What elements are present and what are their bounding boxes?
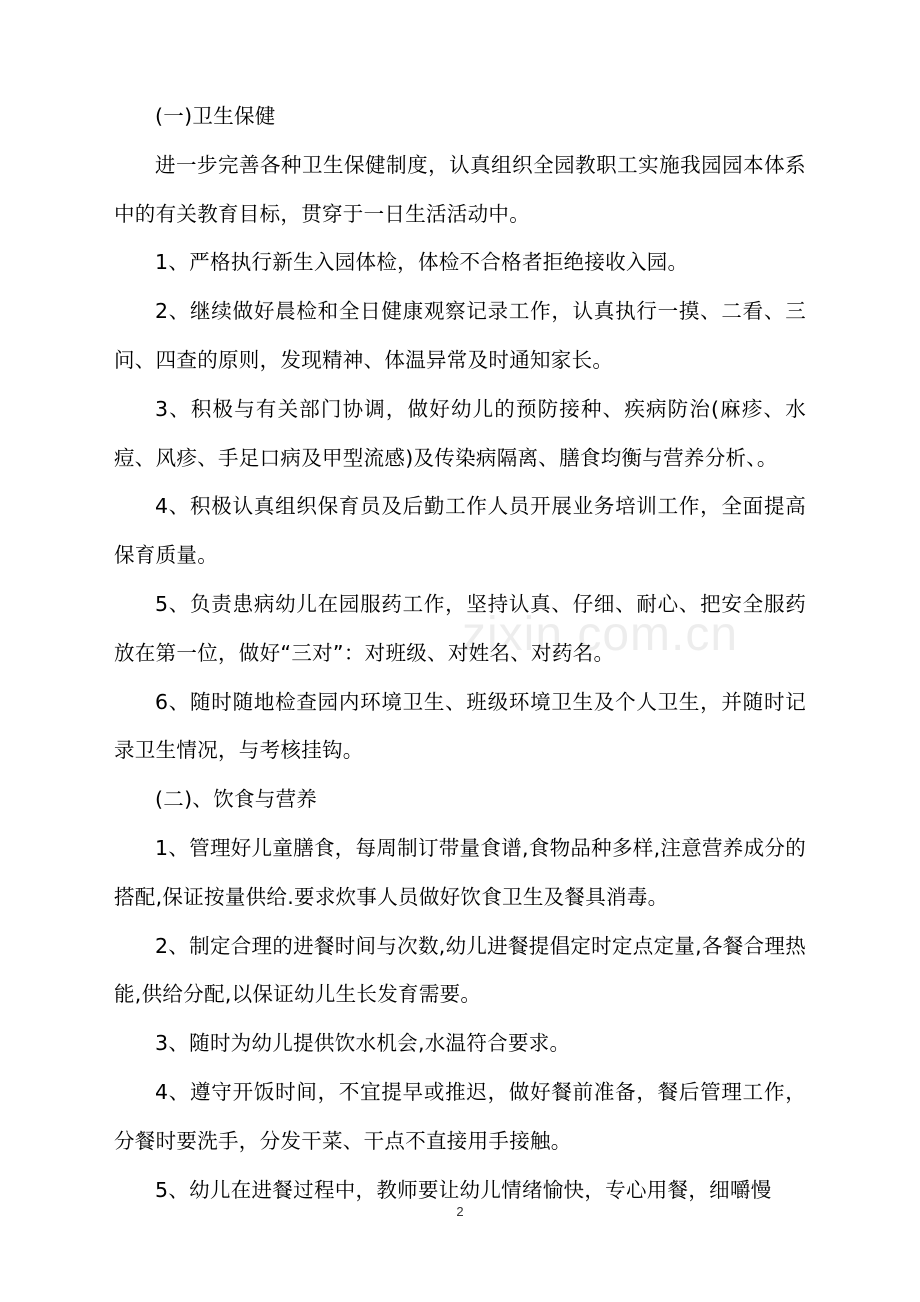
list-item: 3、随时为幼儿提供饮水机会,水温符合要求。 <box>155 1031 571 1056</box>
page-number: 2 <box>456 1204 464 1219</box>
list-item: 4、积极认真组织保育员及后勤工作人员开展业务培训工作，全面提高保育质量。 <box>114 494 806 568</box>
list-item: 6、随时随地检查园内环境卫生、班级环境卫生及个人卫生，并随时记录卫生情况，与考核挂钩。 <box>114 689 806 763</box>
list-item: 5、幼儿在进餐过程中，教师要让幼儿情绪愉快，专心用餐，细嚼慢 <box>155 1177 772 1202</box>
list-item: 4、遵守开饭时间，不宜提早或推迟，做好餐前准备，餐后管理工作，分餐时要洗手，分发干菜、干点不直接用手接触。 <box>114 1079 806 1153</box>
list-item: 5、负责患病幼儿在园服药工作，坚持认真、仔细、耐心、把安全服药放在第一位，做好“三对”：对班级、对姓名、对药名。 <box>114 591 806 665</box>
document-body <box>114 92 806 1214</box>
paragraph: 进一步完善各种卫生保健制度，认真组织全园教职工实施我园园本体系中的有关教育目标，贯穿于一日生活活动中。 <box>114 152 806 226</box>
section-heading-hygiene: (一)卫生保健 <box>155 104 276 128</box>
watermark: zixin.com.cn <box>462 608 739 661</box>
list-item: 1、管理好儿童膳食，每周制订带量食谱,食物品种多样,注意营养成分的搭配,保证按量供给.要求炊事人员做好饮食卫生及餐具消毒。 <box>114 835 806 909</box>
list-item: 2、继续做好晨检和全日健康观察记录工作，认真执行一摸、二看、三问、四查的原则，发现精神、体温异常及时通知家长。 <box>114 299 806 372</box>
list-item: 3、积极与有关部门协调，做好幼儿的预防接种、疾病防治(麻疹、水痘、风疹、手足口病及甲型流感)及传染病隔离、膳食均衡与营养分析、。 <box>114 396 806 470</box>
section-heading-diet: (二)、饮食与营养 <box>155 787 318 812</box>
list-item: 1、严格执行新生入园体检，体检不合格者拒绝接收入园。 <box>155 250 689 275</box>
list-item: 2、制定合理的进餐时间与次数,幼儿进餐提倡定时定点定量,各餐合理热能,供给分配,以保证幼儿生长发育需要。 <box>114 933 806 1007</box>
